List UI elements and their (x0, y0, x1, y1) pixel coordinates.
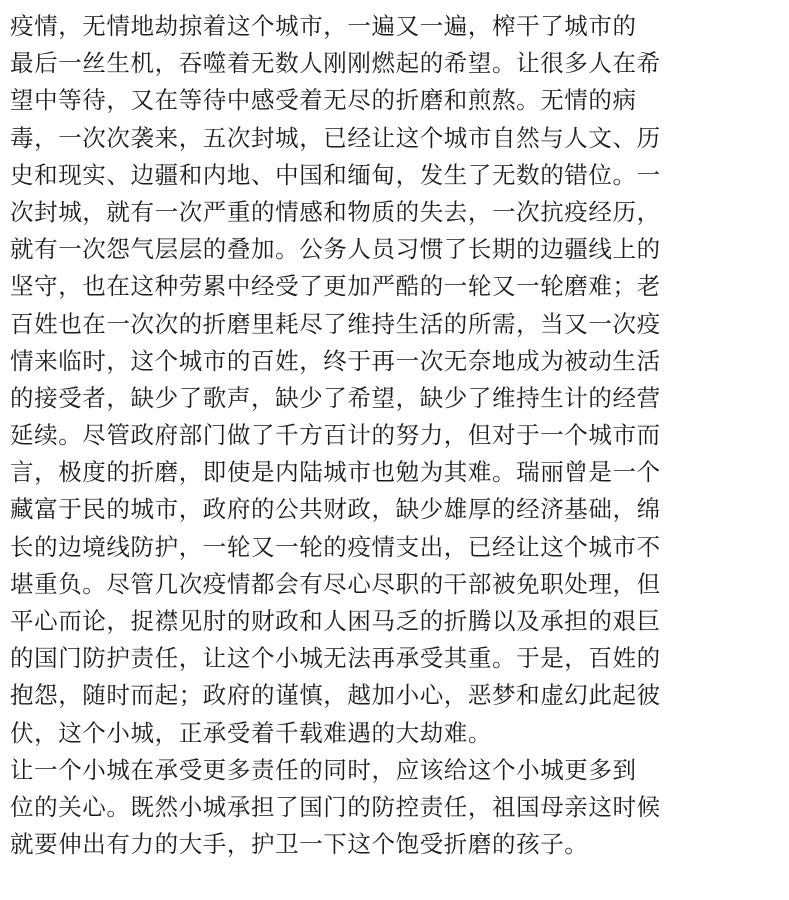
text-line: 疫情，无情地劫掠着这个城市，一遍又一遍，榨干了城市的 (10, 12, 637, 40)
text-line: 的国门防护责任，让这个小城无法再承受其重。于是，百姓的 (10, 644, 661, 673)
text-line: 望中等待，又在等待中感受着无尽的折磨和煎熬。无情的病 (10, 86, 637, 115)
text-line: 就有一次怨气层层的叠加。公务人员习惯了长期的边疆线上的 (10, 235, 661, 264)
text-line: 情来临时，这个城市的百姓，终于再一次无奈地成为被动生活 (10, 346, 661, 375)
text-line: 藏富于民的城市，政府的公共财政，缺少雄厚的经济基础，绵 (10, 495, 661, 524)
text-line: 坚守，也在这种劳累中经受了更加严酷的一轮又一轮磨难；老 (10, 272, 661, 301)
paragraph-1 (10, 8, 779, 752)
paragraph-2 (10, 752, 779, 864)
text-line: 长的边境线防护，一轮又一轮的疫情支出，已经让这个城市不 (10, 532, 661, 561)
text-line: 伏，这个小城，正承受着千载难遇的大劫难。 (10, 718, 492, 747)
text-line: 让一个小城在承受更多责任的同时，应该给这个小城更多到 (10, 755, 637, 784)
text-line: 言，极度的折磨，即使是内陆城市也勉为其难。瑞丽曾是一个 (10, 458, 661, 487)
text-line: 延续。尽管政府部门做了千方百计的努力，但对于一个城市而 (10, 421, 661, 450)
text-line: 位的关心。既然小城承担了国门的防控责任，祖国母亲这时候 (10, 792, 661, 821)
text-line: 次封城，就有一次严重的情感和物质的失去，一次抗疫经历， (10, 197, 661, 226)
text-line: 百姓也在一次次的折磨里耗尽了维持生活的所需，当又一次疫 (10, 309, 661, 338)
text-line: 史和现实、边疆和内地、中国和缅甸，发生了无数的错位。一 (10, 160, 661, 189)
text-line: 就要伸出有力的大手，护卫一下这个饱受折磨的孩子。 (10, 830, 589, 859)
text-line: 的接受者，缺少了歌声，缺少了希望，缺少了维持生计的经营 (10, 383, 661, 412)
text-line: 最后一丝生机，吞噬着无数人刚刚燃起的希望。让很多人在希 (10, 49, 661, 78)
text-line: 抱怨，随时而起；政府的谨慎，越加小心，恶梦和虚幻此起彼 (10, 681, 661, 710)
text-line: 堪重负。尽管几次疫情都会有尽心尽职的干部被免职处理，但 (10, 569, 661, 598)
text-line: 平心而论，捉襟见肘的财政和人困马乏的折腾以及承担的艰巨 (10, 607, 661, 635)
text-line: 毒，一次次袭来，五次封城，已经让这个城市自然与人文、历 (10, 123, 661, 152)
